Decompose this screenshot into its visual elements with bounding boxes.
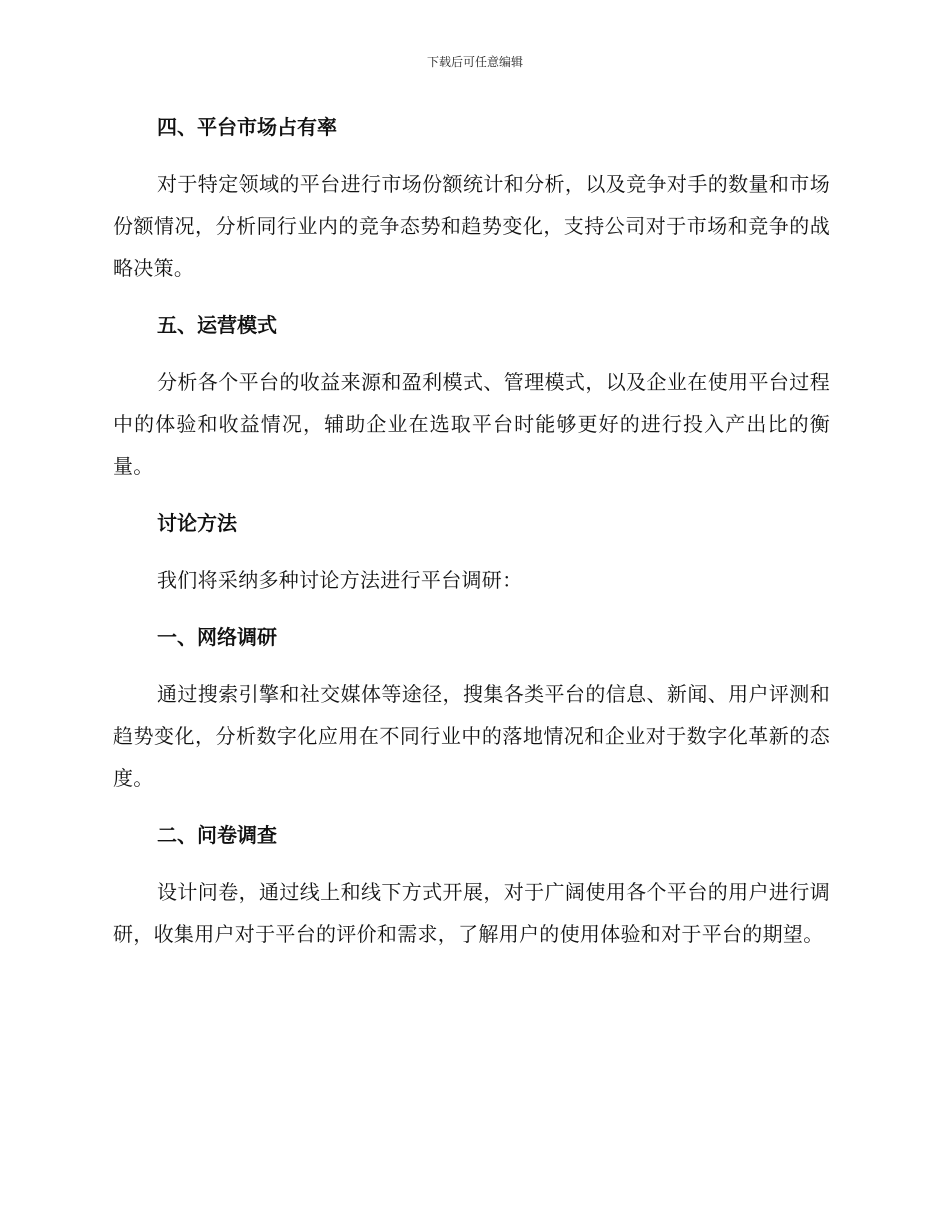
section-paragraph-market-share: 对于特定领域的平台进行市场份额统计和分析，以及竞争对手的数量和市场份额情况，分析同行业内的竞争态势和趋势变化，支持公司对于市场和竞争的战略决策。 — [113, 172, 830, 280]
document-body — [113, 108, 830, 955]
section-heading-operation-model: 五、运营模式 — [157, 313, 277, 337]
section-heading-questionnaire: 二、问卷调查 — [157, 823, 277, 847]
section-paragraph-questionnaire: 设计问卷，通过线上和线下方式开展，对于广阔使用各个平台的用户进行调研，收集用户对于平台的评价和需求，了解用户的使用体验和对于平台的期望。 — [113, 880, 830, 946]
page-header: 下载后可任意编辑 — [426, 55, 523, 69]
section-paragraph-discussion-methods: 我们将采纳多种讨论方法进行平台调研： — [157, 568, 523, 592]
section-heading-market-share: 四、平台市场占有率 — [157, 115, 337, 139]
section-paragraph-online-research: 通过搜索引擎和社交媒体等途径，搜集各类平台的信息、新闻、用户评测和趋势变化，分析数字化应用在不同行业中的落地情况和企业对于数字化革新的态度。 — [113, 682, 830, 790]
section-paragraph-operation-model: 分析各个平台的收益来源和盈利模式、管理模式，以及企业在使用平台过程中的体验和收益情况，辅助企业在选取平台时能够更好的进行投入产出比的衡量。 — [113, 370, 830, 478]
section-heading-online-research: 一、网络调研 — [157, 625, 277, 649]
section-heading-discussion-methods: 讨论方法 — [157, 511, 237, 535]
